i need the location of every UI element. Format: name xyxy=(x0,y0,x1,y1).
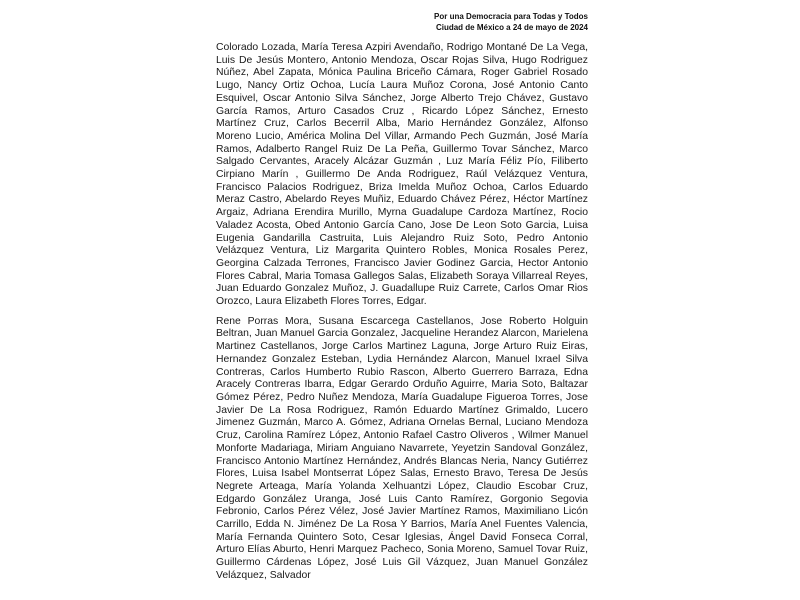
document-header xyxy=(434,11,588,33)
header-slogan: Por una Democracia para Todas y Todos xyxy=(434,12,588,21)
header-place-date: Ciudad de México a 24 de mayo de 2024 xyxy=(435,23,588,32)
signatories-paragraph-1: Colorado Lozada, María Teresa Azpiri Avendaño, Rodrigo Montané De La Vega, Luis De Jesús Montero, Antonio Mendoza, Oscar Rojas Silva, Hugo Rodriguez Núñez, Abel Zapata, Mónica Paulina Briceño Cámara, Roger Gabriel Rosado Lugo, Nancy Ortiz Ochoa, Lucía Laura Muñoz Corona, José Antonio Canto Esquivel, Oscar Antonio Silva Sánchez, Jorge Alberto Trejo Chávez, Gustavo García Ramos, Arturo Casados Cruz , Ricardo López Sánchez, Ernesto Martínez Cruz, Carlos Becerril Alba, Mario Hernández González, Alfonso Moreno Lucio, América Molina Del Villar, Armando Pech Guzmán, José María Ramos, Adalberto Rangel Ruiz De La Peña, Guillermo Tovar Sánchez, Marco Salgado Cervantes, Aracely Alcázar Guzmán , Luz María Féliz Pío, Filiberto Cirpiano Marín , Guillermo De Anda Rodriguez, Raúl Velázquez Ventura, Francisco Palacios Rodriguez, Briza Imelda Muñoz Ochoa, Carlos Eduardo Meraz Castro, Abelardo Reyes Muñiz, Eduardo Chávez Pérez, Héctor Martínez Argaiz, Adriana Erendira Murillo, Myrna Guadalupe Cardoza Martínez, Rocio Valadez Acosta, Obed Antonio García Cano, Jose De Leon Soto Garcia, Luisa Eugenia Gandarilla Castruita, Luis Alejandro Ruiz Soto, Pedro Antonio Velázquez Ventura, Liz Margarita Quintero Robles, Monica Rosales Perez, Georgina Calzada Terrones, Francisco Javier Godinez Garcia, Hector Antonio Flores Cabral, Maria Tomasa Gallegos Salas, Elizabeth Soraya Villarreal Reyes, Juan Eduardo Gonzalez Muñoz, J. Guadallupe Ruiz Carrete, Carlos Omar Rios Orozco, Laura Elizabeth Flores Torres, Edgar. xyxy=(216,42,588,308)
document-body xyxy=(216,42,588,590)
signatories-paragraph-2: Rene Porras Mora, Susana Escarcega Castellanos, Jose Roberto Holguin Beltran, Juan Manuel Garcia Gonzalez, Jacqueline Herandez Alarcon, Marielena Martinez Castellanos, Jorge Carlos Martinez Laguna, Jorge Arturo Ruiz Eiras, Hernandez Gonzalez Esteban, Lydia Hernández Alarcon, Manuel Ixrael Silva Contreras, Carlos Humberto Rubio Rascon, Alberto Guerrero Barraza, Edna Aracely Contreras Ibarra, Edgar Gerardo Orduño Aguirre, Maria Soto, Baltazar Gómez Pérez, Pedro Nuñez Mendoza, María Guadalupe Figueroa Torres, Jose Javier De La Rosa Rodriguez, Ramón Eduardo Martínez Grimaldo, Lucero Jimenez Guzmán, Marco A. Gómez, Adriana Ornelas Bernal, Luciano Mendoza Cruz, Carolina Ramírez López, Antonio Rafael Castro Oliveros , Wilmer Manuel Monforte Madariaga, Miriam Anguiano Navarrete, Yeyetzin Sandoval González, Francisco Antonio Martínez Hernández, Andrés Blancas Neria, Nancy Gutiérrez Flores, Luisa Isabel Montserrat López Salas, Ernesto Bravo, Teresa De Jesús Negrete Arteaga, María Yolanda Xelhuantzi López, Claudio Escobar Cruz, Edgardo González Uranga, José Luis Canto Ramírez, Gorgonio Segovia Febronio, Carlos Pérez Vélez, José Javier Martínez Ramos, Maximiliano Licón Carrillo, Edda N. Jiménez De La Rosa Y Barrios, María Anel Fuentes Valencia, María Fernanda Quintero Soto, Cesar Iglesias, Ángel David Fonseca Corral, Arturo Elías Aburto, Henri Marquez Pacheco, Sonia Moreno, Samuel Tovar Ruiz, Guillermo Cárdenas López, José Luis Gil Vázquez, Juan Manuel González Velázquez, Salvador xyxy=(216,315,588,581)
